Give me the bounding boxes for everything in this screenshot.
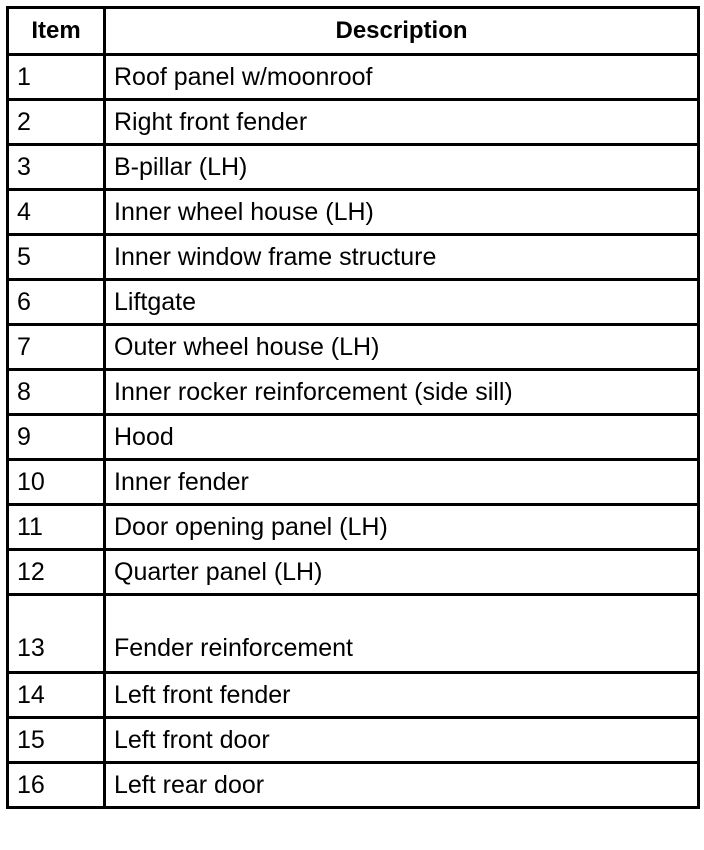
- table-row: [8, 763, 699, 808]
- table-row: [8, 718, 699, 763]
- description-cell: Outer wheel house (LH): [105, 325, 699, 370]
- item-number-cell: 16: [8, 763, 105, 808]
- column-header-description: Description: [105, 8, 699, 55]
- description-cell: Left front fender: [105, 673, 699, 718]
- description-cell: Liftgate: [105, 280, 699, 325]
- item-number-cell: 5: [8, 235, 105, 280]
- description-cell: Inner wheel house (LH): [105, 190, 699, 235]
- description-cell: Left front door: [105, 718, 699, 763]
- description-cell: Inner window frame structure: [105, 235, 699, 280]
- description-cell: Roof panel w/moonroof: [105, 55, 699, 100]
- column-header-item: Item: [8, 8, 105, 55]
- item-number-cell: 4: [8, 190, 105, 235]
- table-row: [8, 505, 699, 550]
- description-cell: Fender reinforcement: [105, 595, 699, 673]
- item-number-cell: 15: [8, 718, 105, 763]
- table-row: [8, 673, 699, 718]
- description-cell: Inner fender: [105, 460, 699, 505]
- item-number-cell: 7: [8, 325, 105, 370]
- item-number-cell: 14: [8, 673, 105, 718]
- description-cell: B-pillar (LH): [105, 145, 699, 190]
- table-row: [8, 595, 699, 673]
- table-row: [8, 55, 699, 100]
- item-number-cell: 2: [8, 100, 105, 145]
- item-number-cell: 3: [8, 145, 105, 190]
- item-number-cell: 10: [8, 460, 105, 505]
- item-number-cell: 11: [8, 505, 105, 550]
- table-row: [8, 415, 699, 460]
- table-row: [8, 280, 699, 325]
- item-number-cell: 9: [8, 415, 105, 460]
- table-row: [8, 370, 699, 415]
- table-row: [8, 100, 699, 145]
- description-cell: Door opening panel (LH): [105, 505, 699, 550]
- description-cell: Right front fender: [105, 100, 699, 145]
- item-number-cell: 12: [8, 550, 105, 595]
- description-cell: Left rear door: [105, 763, 699, 808]
- table-row: [8, 190, 699, 235]
- item-number-cell: 13: [8, 595, 105, 673]
- table-row: [8, 550, 699, 595]
- description-cell: Quarter panel (LH): [105, 550, 699, 595]
- table-row: [8, 460, 699, 505]
- item-number-cell: 8: [8, 370, 105, 415]
- description-cell: Inner rocker reinforcement (side sill): [105, 370, 699, 415]
- table-row: [8, 235, 699, 280]
- parts-table: [6, 6, 700, 809]
- table-header-row: [8, 8, 699, 55]
- item-number-cell: 6: [8, 280, 105, 325]
- table-row: [8, 145, 699, 190]
- description-cell: Hood: [105, 415, 699, 460]
- table-row: [8, 325, 699, 370]
- item-number-cell: 1: [8, 55, 105, 100]
